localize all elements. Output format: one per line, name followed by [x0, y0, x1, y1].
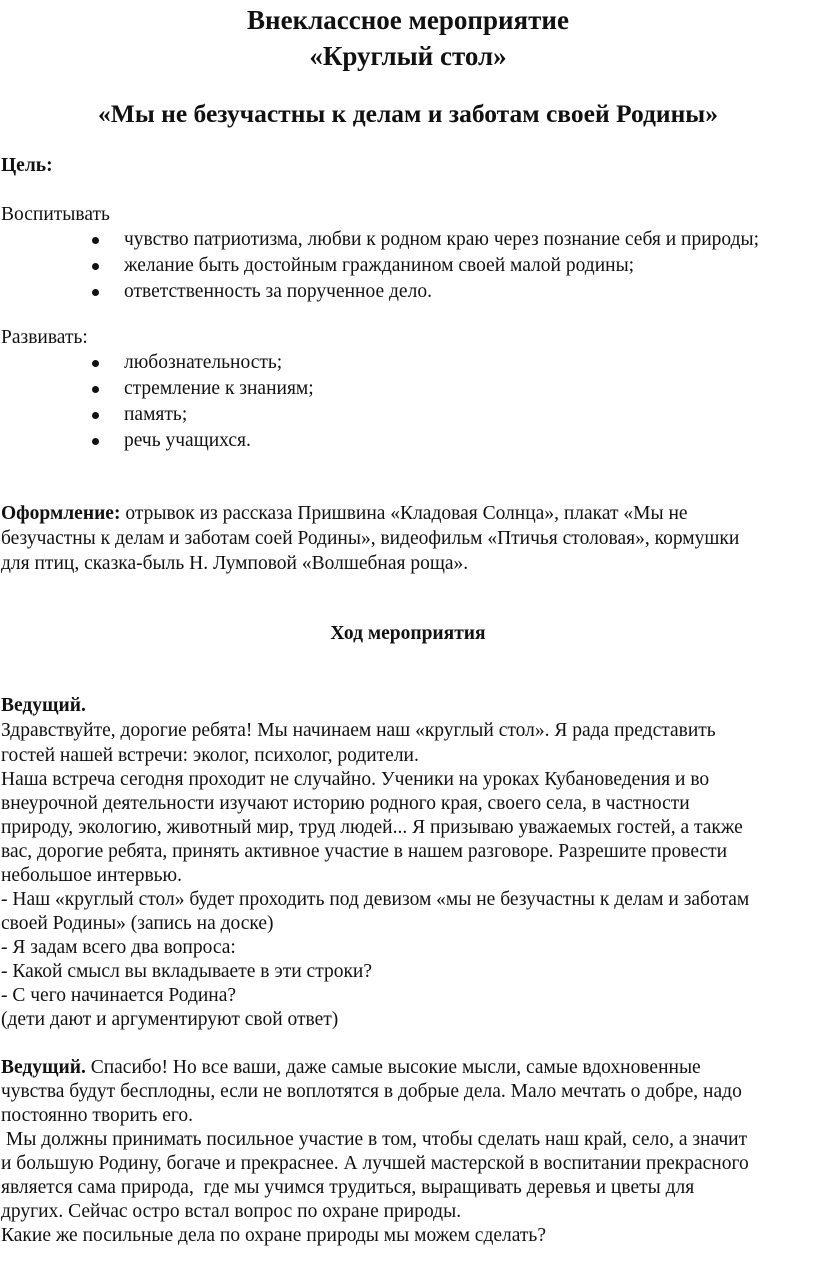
list-item: ответственность за порученное дело.	[0, 280, 816, 306]
title-line-1: Внеклассное мероприятие	[247, 5, 569, 35]
design-paragraph-line-1: Оформление: отрывок из рассказа Пришвина «Кладовая Солнца», плакат «Мы не	[1, 503, 688, 524]
host1-line: - Наш «круглый стол» будет проходить под девизом «мы не безучастны к делам и заботам	[1, 889, 750, 910]
list-item: стремление к знаниям;	[0, 377, 816, 403]
list-item: желание быть достойным гражданином своей малой родины;	[0, 254, 816, 280]
bullet-icon	[92, 263, 99, 270]
course-heading: Ход мероприятия	[330, 623, 486, 644]
list-item: речь учащихся.	[0, 429, 816, 455]
host1-line: - Какой смысл вы вкладываете в эти строки?	[1, 961, 373, 982]
host2-line: является сама природа, где мы учимся трудиться, выращивать деревья и цветы для	[1, 1177, 695, 1198]
host1-line: (дети дают и аргументируют свой ответ)	[1, 1009, 339, 1030]
goal-heading: Цель:	[1, 155, 53, 176]
host1-line: своей Родины» (запись на доске)	[1, 913, 274, 934]
bullet-icon	[92, 412, 99, 419]
host1-line: небольшое интервью.	[1, 865, 183, 886]
host1-line: Здравствуйте, дорогие ребята! Мы начинаем наш «круглый стол». Я рада представить	[1, 720, 716, 741]
host1-line: - Я задам всего два вопроса:	[1, 937, 236, 958]
host1-line: гостей нашей встречи: эколог, психолог, родители.	[1, 745, 419, 766]
bullet-icon	[92, 289, 99, 296]
educate-label: Воспитывать	[1, 204, 110, 225]
develop-list	[0, 351, 816, 455]
host1-line: - С чего начинается Родина?	[1, 985, 237, 1006]
bullet-icon	[92, 360, 99, 367]
host1-line: вас, дорогие ребята, принять активное участие в нашем разговоре. Разрешите провести	[1, 841, 728, 862]
host-label: Ведущий.	[1, 1057, 86, 1078]
bullet-icon	[92, 386, 99, 393]
event-subtitle: «Мы не безучастны к делам и заботам своей Родины»	[98, 99, 718, 128]
host2-line: Какие же посильные дела по охране природы мы можем сделать?	[1, 1225, 546, 1246]
host2-line: чувства будут бесплодны, если не воплотятся в добрые дела. Мало мечтать о добре, надо	[1, 1081, 742, 1102]
host1-line: внеурочной деятельности изучают историю родного края, своего села, в частности	[1, 793, 690, 814]
host-label: Ведущий.	[1, 695, 86, 716]
host2-line: других. Сейчас остро встал вопрос по охране природы.	[1, 1201, 462, 1222]
host2-first-line: Ведущий. Спасибо! Но все ваши, даже самые высокие мысли, самые вдохновенные	[1, 1057, 701, 1078]
bullet-icon	[92, 438, 99, 445]
host1-line: природу, экологию, животный мир, труд людей... Я призываю уважаемых гостей, а также	[1, 817, 743, 838]
design-label: Оформление:	[1, 503, 121, 524]
educate-list	[0, 228, 816, 306]
list-item: чувство патриотизма, любви к родном краю через познание себя и природы;	[0, 228, 816, 254]
design-paragraph-line-3: для птиц, сказка-быль Н. Лумповой «Волшебная роща».	[1, 553, 469, 574]
design-paragraph-line-2: безучастны к делам и заботам соей Родины», видеофильм «Птичья столовая», кормушки	[1, 528, 740, 549]
host2-line: постоянно творить его.	[1, 1105, 194, 1126]
host2-line: Мы должны принимать посильное участие в том, чтобы сделать наш край, село, а значит	[1, 1129, 748, 1150]
list-item: память;	[0, 403, 816, 429]
develop-label: Развивать:	[1, 327, 88, 348]
host2-line: и большую Родину, богаче и прекраснее. А лучшей мастерской в воспитании прекрасного	[1, 1153, 749, 1174]
list-item: любознательность;	[0, 351, 816, 377]
host1-line: Наша встреча сегодня проходит не случайно. Ученики на уроках Кубановедения и во	[1, 769, 710, 790]
bullet-icon	[92, 237, 99, 244]
title-line-2: «Круглый стол»	[309, 41, 507, 71]
